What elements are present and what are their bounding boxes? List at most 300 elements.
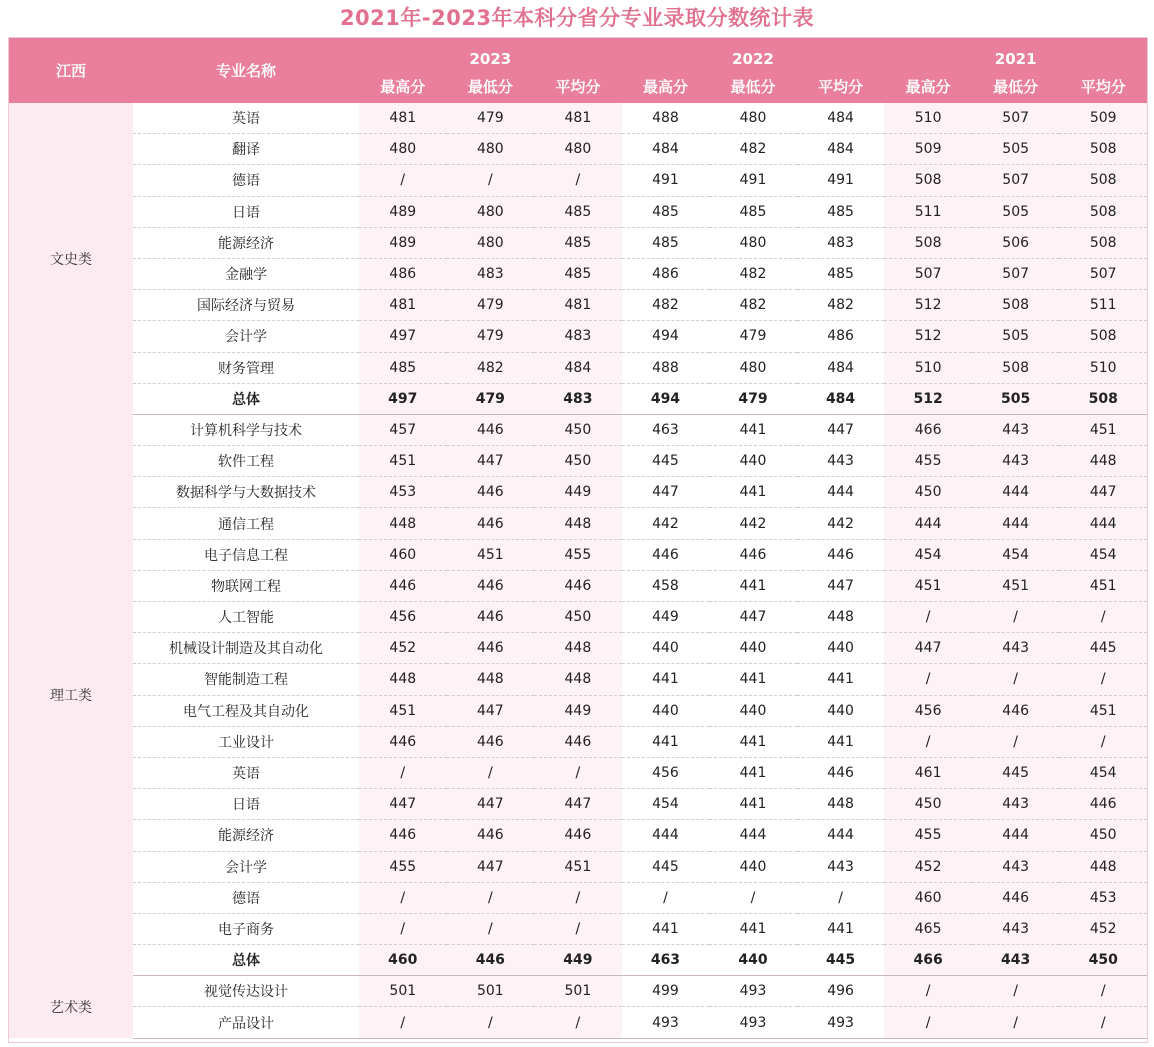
score-cell: / [534,913,622,944]
table-row [9,789,1147,820]
score-cell: / [534,882,622,913]
score-cell: 456 [359,602,447,633]
category-cell: 理工类 [9,414,133,975]
score-cell: 449 [622,602,710,633]
header-min: 最低分 [972,70,1060,103]
score-cell: 448 [359,508,447,539]
score-cell: / [359,1007,447,1038]
score-cell: / [447,882,535,913]
score-cell: 485 [622,196,710,227]
header-min: 最低分 [447,70,535,103]
score-cell: / [884,664,972,695]
score-cell: 454 [1059,539,1147,570]
score-cell: 441 [709,757,797,788]
score-cell: 443 [972,414,1060,445]
score-cell: / [972,976,1060,1007]
score-cell: / [359,757,447,788]
major-name-cell: 智能制造工程 [133,664,359,695]
score-cell: 451 [1059,695,1147,726]
score-cell: 447 [534,789,622,820]
score-cell: 445 [972,757,1060,788]
major-name-cell: 英语 [133,757,359,788]
score-cell: 454 [972,539,1060,570]
header-max: 最高分 [359,70,447,103]
score-cell: / [447,1007,535,1038]
score-cell: 479 [447,290,535,321]
score-cell: 510 [884,103,972,134]
score-cell: 485 [797,196,885,227]
score-cell: 493 [797,1007,885,1038]
header-avg: 平均分 [534,70,622,103]
score-cell: 440 [709,446,797,477]
score-cell: 482 [709,290,797,321]
score-cell: 486 [797,321,885,352]
score-cell: 450 [1059,820,1147,851]
score-cell: 508 [972,290,1060,321]
score-cell: 482 [622,290,710,321]
score-cell: 443 [972,789,1060,820]
table-row [9,913,1147,944]
score-cell: 448 [447,664,535,695]
score-cell: 501 [534,976,622,1007]
score-cell: 465 [884,913,972,944]
score-cell: 455 [359,851,447,882]
major-name-cell: 计算机科学与技术 [133,414,359,445]
score-cell: 485 [797,258,885,289]
score-cell: 444 [972,820,1060,851]
score-cell: 446 [359,726,447,757]
table-body [9,103,1147,1038]
score-cell: 446 [797,539,885,570]
header-province: 江西 [9,38,133,103]
score-cell: 441 [709,414,797,445]
score-cell: 449 [534,945,622,976]
score-cell: 446 [359,820,447,851]
score-cell: / [884,976,972,1007]
score-cell: 453 [1059,882,1147,913]
score-cell: 507 [972,165,1060,196]
major-name-cell: 机械设计制造及其自动化 [133,633,359,664]
table-row [9,446,1147,477]
header-year-2023: 2023 [359,38,622,70]
score-cell: 463 [622,414,710,445]
score-cell: 460 [359,945,447,976]
score-cell: 484 [797,134,885,165]
score-cell: 440 [709,945,797,976]
score-cell: 446 [534,570,622,601]
score-cell: 485 [534,196,622,227]
score-cell: 486 [359,258,447,289]
score-cell: 448 [534,633,622,664]
score-cell: 448 [1059,446,1147,477]
score-cell: 480 [447,134,535,165]
score-cell: / [797,882,885,913]
score-cell: 485 [359,352,447,383]
major-name-cell: 德语 [133,165,359,196]
score-cell: 457 [359,414,447,445]
score-cell: 446 [447,477,535,508]
score-cell: 451 [884,570,972,601]
score-cell: 508 [1059,134,1147,165]
table-row [9,134,1147,165]
score-cell: 479 [447,383,535,414]
score-cell: 460 [884,882,972,913]
score-cell: 485 [534,227,622,258]
score-cell: / [972,1007,1060,1038]
score-cell: 451 [359,446,447,477]
score-cell: 447 [447,695,535,726]
header-avg: 平均分 [797,70,885,103]
score-cell: 505 [972,383,1060,414]
score-cell: 440 [622,695,710,726]
score-cell: 446 [447,726,535,757]
major-name-cell: 德语 [133,882,359,913]
score-cell: 482 [797,290,885,321]
score-cell: 506 [972,227,1060,258]
score-cell: 509 [884,134,972,165]
table-row-total [9,383,1147,414]
score-cell: 480 [709,352,797,383]
major-name-cell: 总体 [133,945,359,976]
score-cell: 484 [622,134,710,165]
score-table-container [8,37,1148,1043]
score-cell: 510 [1059,352,1147,383]
score-cell: 499 [622,976,710,1007]
score-cell: 483 [534,383,622,414]
header-max: 最高分 [884,70,972,103]
major-name-cell: 英语 [133,103,359,134]
score-cell: 447 [447,789,535,820]
score-cell: / [884,1007,972,1038]
score-cell: / [359,165,447,196]
table-row-total [9,945,1147,976]
table-row [9,508,1147,539]
major-name-cell: 工业设计 [133,726,359,757]
major-name-cell: 金融学 [133,258,359,289]
score-cell: 444 [972,477,1060,508]
score-cell: 454 [1059,757,1147,788]
major-name-cell: 电气工程及其自动化 [133,695,359,726]
score-cell: 483 [447,258,535,289]
score-cell: 440 [622,633,710,664]
table-row [9,477,1147,508]
score-cell: 493 [709,1007,797,1038]
major-name-cell: 日语 [133,789,359,820]
score-cell: 508 [1059,321,1147,352]
score-cell: 461 [884,757,972,788]
table-row [9,258,1147,289]
score-cell: 444 [972,508,1060,539]
table-row [9,976,1147,1007]
score-cell: / [709,882,797,913]
score-cell: / [972,602,1060,633]
score-cell: 446 [972,695,1060,726]
score-cell: / [1059,976,1147,1007]
score-cell: 446 [1059,789,1147,820]
score-cell: 450 [534,602,622,633]
score-cell: 508 [1059,383,1147,414]
score-cell: 482 [709,134,797,165]
table-row [9,664,1147,695]
score-cell: 448 [359,664,447,695]
table-row [9,103,1147,134]
score-cell: 481 [534,103,622,134]
score-cell: 483 [797,227,885,258]
score-cell: 446 [622,539,710,570]
score-cell: 507 [972,258,1060,289]
score-cell: 445 [622,446,710,477]
score-cell: 445 [797,945,885,976]
score-cell: 493 [622,1007,710,1038]
score-cell: 441 [622,726,710,757]
score-cell: 508 [972,352,1060,383]
page-title: 2021年-2023年本科分省分专业录取分数统计表 [339,6,815,30]
score-cell: / [447,757,535,788]
score-cell: / [534,1007,622,1038]
score-cell: / [359,882,447,913]
score-cell: 482 [447,352,535,383]
score-cell: 456 [884,695,972,726]
table-row [9,633,1147,664]
score-cell: 505 [972,321,1060,352]
score-table [9,38,1147,1039]
score-cell: 512 [884,383,972,414]
score-cell: 440 [709,633,797,664]
table-row [9,196,1147,227]
header-major: 专业名称 [133,38,359,103]
score-cell: 489 [359,196,447,227]
major-name-cell: 软件工程 [133,446,359,477]
score-cell: 480 [447,196,535,227]
score-cell: 447 [884,633,972,664]
table-row [9,882,1147,913]
table-row [9,820,1147,851]
score-cell: 449 [534,695,622,726]
major-name-cell: 人工智能 [133,602,359,633]
score-cell: 508 [1059,227,1147,258]
score-cell: 451 [359,695,447,726]
score-cell: 447 [359,789,447,820]
table-header [9,38,1147,103]
table-row [9,1007,1147,1038]
score-cell: 463 [622,945,710,976]
score-cell: 441 [709,789,797,820]
score-cell: 456 [622,757,710,788]
major-name-cell: 能源经济 [133,820,359,851]
score-cell: 507 [972,103,1060,134]
score-cell: 485 [709,196,797,227]
score-cell: 494 [622,383,710,414]
score-cell: 451 [972,570,1060,601]
score-cell: 501 [359,976,447,1007]
score-cell: 441 [797,664,885,695]
score-cell: 441 [709,726,797,757]
table-row [9,290,1147,321]
major-name-cell: 财务管理 [133,352,359,383]
score-cell: 446 [359,570,447,601]
score-cell: / [1059,1007,1147,1038]
score-cell: 451 [534,851,622,882]
score-cell: 441 [622,913,710,944]
score-cell: 489 [359,227,447,258]
score-cell: 444 [797,820,885,851]
major-name-cell: 翻译 [133,134,359,165]
header-avg: 平均分 [1059,70,1147,103]
score-cell: 440 [709,695,797,726]
major-name-cell: 电子商务 [133,913,359,944]
score-cell: 442 [797,508,885,539]
score-cell: 491 [709,165,797,196]
score-cell: / [534,165,622,196]
score-cell: 466 [884,414,972,445]
score-cell: 505 [972,134,1060,165]
score-cell: 501 [447,976,535,1007]
major-name-cell: 物联网工程 [133,570,359,601]
score-cell: 480 [709,103,797,134]
score-cell: 482 [709,258,797,289]
score-cell: 448 [797,602,885,633]
category-cell: 艺术类 [9,976,133,1038]
score-cell: 493 [709,976,797,1007]
score-cell: 444 [797,477,885,508]
score-cell: 441 [709,477,797,508]
category-cell: 文史类 [9,103,133,414]
score-cell: 505 [972,196,1060,227]
table-row [9,726,1147,757]
score-cell: 446 [447,945,535,976]
score-cell: 497 [359,383,447,414]
score-cell: 452 [884,851,972,882]
score-cell: 447 [709,602,797,633]
table-row [9,757,1147,788]
score-cell: 446 [797,757,885,788]
score-cell: 447 [622,477,710,508]
score-cell: 452 [359,633,447,664]
score-cell: 460 [359,539,447,570]
major-name-cell: 国际经济与贸易 [133,290,359,321]
score-cell: 485 [534,258,622,289]
score-cell: 507 [1059,258,1147,289]
score-cell: 453 [359,477,447,508]
score-cell: 455 [884,446,972,477]
score-cell: 508 [1059,165,1147,196]
score-cell: 450 [884,477,972,508]
score-cell: 491 [622,165,710,196]
table-row [9,695,1147,726]
score-cell: 444 [884,508,972,539]
score-cell: 485 [622,227,710,258]
score-cell: 440 [797,633,885,664]
score-cell: 447 [797,414,885,445]
score-cell: 484 [534,352,622,383]
score-cell: / [359,913,447,944]
score-cell: 442 [622,508,710,539]
score-cell: 446 [447,820,535,851]
score-cell: 454 [622,789,710,820]
score-cell: 442 [709,508,797,539]
score-cell: / [1059,602,1147,633]
score-cell: 509 [1059,103,1147,134]
score-cell: 452 [1059,913,1147,944]
score-cell: 479 [709,321,797,352]
score-cell: 448 [797,789,885,820]
score-cell: 447 [447,446,535,477]
score-cell: 447 [797,570,885,601]
table-row [9,570,1147,601]
score-cell: 444 [622,820,710,851]
header-year-2022: 2022 [622,38,885,70]
score-cell: 512 [884,321,972,352]
major-name-cell: 电子信息工程 [133,539,359,570]
score-cell: 448 [1059,851,1147,882]
table-row [9,165,1147,196]
header-max: 最高分 [622,70,710,103]
score-cell: / [972,664,1060,695]
score-cell: 443 [972,913,1060,944]
score-cell: 488 [622,103,710,134]
score-cell: 444 [1059,508,1147,539]
score-cell: 450 [884,789,972,820]
score-cell: 447 [1059,477,1147,508]
score-cell: 454 [884,539,972,570]
table-row [9,851,1147,882]
score-cell: / [972,726,1060,757]
score-cell: 481 [359,103,447,134]
score-cell: 480 [534,134,622,165]
score-cell: 512 [884,290,972,321]
table-row [9,227,1147,258]
major-name-cell: 会计学 [133,851,359,882]
major-name-cell: 产品设计 [133,1007,359,1038]
major-name-cell: 通信工程 [133,508,359,539]
score-cell: / [1059,664,1147,695]
major-name-cell: 会计学 [133,321,359,352]
score-cell: 466 [884,945,972,976]
score-cell: 441 [709,664,797,695]
score-cell: 508 [884,227,972,258]
score-cell: 455 [884,820,972,851]
score-cell: 511 [884,196,972,227]
score-cell: 480 [359,134,447,165]
table-row [9,352,1147,383]
table-row [9,414,1147,445]
score-cell: / [447,165,535,196]
score-cell: / [534,757,622,788]
score-cell: 508 [1059,196,1147,227]
major-name-cell: 能源经济 [133,227,359,258]
score-cell: 479 [447,321,535,352]
score-cell: 447 [447,851,535,882]
score-cell: 446 [534,726,622,757]
score-cell: 484 [797,352,885,383]
score-cell: 484 [797,383,885,414]
score-cell: 491 [797,165,885,196]
score-cell: 446 [972,882,1060,913]
score-cell: / [884,726,972,757]
score-cell: 488 [622,352,710,383]
score-cell: 483 [534,321,622,352]
score-cell: 484 [797,103,885,134]
score-cell: 443 [972,633,1060,664]
score-cell: 446 [447,633,535,664]
score-cell: 479 [447,103,535,134]
score-cell: 443 [972,851,1060,882]
major-name-cell: 总体 [133,383,359,414]
score-cell: 480 [447,227,535,258]
score-cell: 450 [534,414,622,445]
score-cell: 508 [884,165,972,196]
score-cell: 446 [447,602,535,633]
